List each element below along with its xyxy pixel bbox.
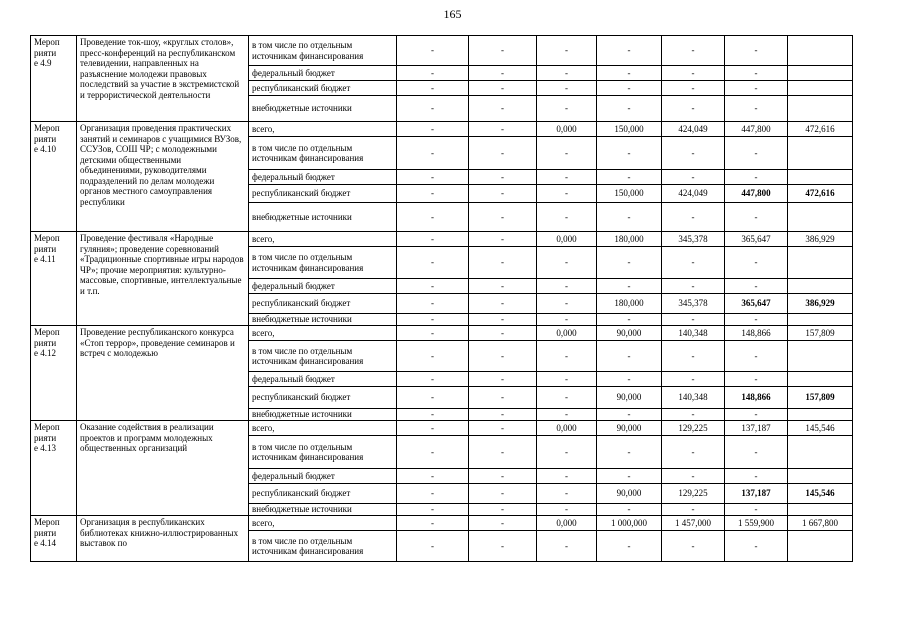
funding-source: всего, xyxy=(249,122,397,137)
funding-source: федеральный бюджет xyxy=(249,469,397,484)
value-cell: - xyxy=(597,170,662,185)
funding-source: в том числе по отдельным источникам финансирования xyxy=(249,36,397,66)
value-cell xyxy=(788,314,853,326)
value-cell xyxy=(788,531,853,562)
value-cell xyxy=(788,81,853,96)
value-cell: - xyxy=(397,170,469,185)
value-cell: - xyxy=(662,170,725,185)
value-cell: - xyxy=(597,341,662,372)
measure-code: Мероп рияти е 4.11 xyxy=(31,232,77,326)
value-cell: 157,809 xyxy=(788,387,853,409)
value-cell: 129,225 xyxy=(662,421,725,436)
page-number: 165 xyxy=(443,7,462,21)
value-cell: 0,000 xyxy=(537,516,597,531)
value-cell: 90,000 xyxy=(597,484,662,504)
value-cell: - xyxy=(662,36,725,66)
table-row xyxy=(31,326,853,341)
measure-description: Проведение ток-шоу, «круглых столов», пресс-конференций на республиканском телевидении, направленных на разъяснение молодежи правовых последствий за участие в экстремистской и террористической деятельности xyxy=(77,36,249,122)
budget-table xyxy=(30,35,853,562)
value-cell: - xyxy=(397,137,469,170)
value-cell: - xyxy=(537,247,597,279)
value-cell: - xyxy=(397,294,469,314)
value-cell: - xyxy=(397,387,469,409)
funding-source: в том числе по отдельным источникам финансирования xyxy=(249,247,397,279)
value-cell xyxy=(788,469,853,484)
value-cell: - xyxy=(662,96,725,122)
value-cell: 447,800 xyxy=(725,185,788,203)
value-cell: - xyxy=(469,170,537,185)
value-cell: - xyxy=(469,137,537,170)
value-cell: 1 667,800 xyxy=(788,516,853,531)
value-cell: - xyxy=(725,531,788,562)
value-cell: - xyxy=(469,421,537,436)
value-cell: - xyxy=(537,484,597,504)
value-cell: - xyxy=(662,137,725,170)
value-cell: - xyxy=(469,516,537,531)
measure-code: Мероп рияти е 4.9 xyxy=(31,36,77,122)
funding-source: республиканский бюджет xyxy=(249,387,397,409)
value-cell: - xyxy=(397,36,469,66)
value-cell: - xyxy=(725,314,788,326)
value-cell: - xyxy=(537,81,597,96)
measure-code: Мероп рияти е 4.10 xyxy=(31,122,77,232)
value-cell: - xyxy=(397,409,469,421)
value-cell: - xyxy=(725,247,788,279)
value-cell: - xyxy=(469,185,537,203)
table-body xyxy=(31,36,853,562)
funding-source: в том числе по отдельным источникам финансирования xyxy=(249,531,397,562)
value-cell: - xyxy=(537,137,597,170)
value-cell xyxy=(788,170,853,185)
value-cell: 1 000,000 xyxy=(597,516,662,531)
value-cell: - xyxy=(597,36,662,66)
value-cell: 150,000 xyxy=(597,185,662,203)
value-cell: 1 457,000 xyxy=(662,516,725,531)
table-row xyxy=(31,122,853,137)
value-cell xyxy=(788,137,853,170)
value-cell: - xyxy=(725,409,788,421)
value-cell: - xyxy=(397,279,469,294)
value-cell: - xyxy=(597,436,662,469)
measure-description: Оказание содействия в реализации проектов и программ молодежных общественных организаций xyxy=(77,421,249,516)
value-cell: - xyxy=(469,96,537,122)
value-cell: - xyxy=(537,170,597,185)
value-cell: - xyxy=(469,66,537,81)
value-cell: - xyxy=(397,81,469,96)
value-cell: - xyxy=(469,294,537,314)
value-cell: 0,000 xyxy=(537,232,597,247)
value-cell: - xyxy=(725,203,788,232)
value-cell: - xyxy=(469,469,537,484)
value-cell: 386,929 xyxy=(788,294,853,314)
value-cell: 145,546 xyxy=(788,421,853,436)
value-cell: 140,348 xyxy=(662,326,725,341)
value-cell: - xyxy=(469,387,537,409)
measure-description: Организация проведения практических занятий и семинаров с учащимися ВУЗов, ССУЗов, СОШ ЧР; с молодежными детскими общественными объединениями, руководителями подразделений по делам молодежи органов местного самоуправления республики xyxy=(77,122,249,232)
measure-code: Мероп рияти е 4.14 xyxy=(31,516,77,562)
value-cell: 345,378 xyxy=(662,232,725,247)
value-cell: - xyxy=(397,122,469,137)
value-cell: 157,809 xyxy=(788,326,853,341)
value-cell xyxy=(788,504,853,516)
value-cell: - xyxy=(597,314,662,326)
value-cell: - xyxy=(662,531,725,562)
value-cell xyxy=(788,247,853,279)
value-cell: - xyxy=(662,409,725,421)
value-cell xyxy=(788,341,853,372)
funding-source: всего, xyxy=(249,232,397,247)
value-cell: - xyxy=(469,36,537,66)
funding-source: всего, xyxy=(249,516,397,531)
value-cell xyxy=(788,203,853,232)
value-cell: - xyxy=(537,387,597,409)
funding-source: федеральный бюджет xyxy=(249,372,397,387)
value-cell: - xyxy=(397,314,469,326)
value-cell: - xyxy=(397,247,469,279)
value-cell: 145,546 xyxy=(788,484,853,504)
funding-source: федеральный бюджет xyxy=(249,279,397,294)
value-cell: - xyxy=(537,531,597,562)
value-cell: - xyxy=(469,203,537,232)
value-cell: - xyxy=(537,96,597,122)
value-cell: - xyxy=(597,531,662,562)
value-cell: - xyxy=(597,203,662,232)
funding-source: республиканский бюджет xyxy=(249,484,397,504)
value-cell: - xyxy=(662,81,725,96)
value-cell: - xyxy=(397,469,469,484)
value-cell: - xyxy=(397,504,469,516)
value-cell: - xyxy=(725,170,788,185)
value-cell: - xyxy=(537,36,597,66)
value-cell: - xyxy=(537,279,597,294)
value-cell xyxy=(788,36,853,66)
value-cell xyxy=(788,436,853,469)
funding-source: внебюджетные источники xyxy=(249,96,397,122)
value-cell: - xyxy=(597,137,662,170)
table-row xyxy=(31,36,853,66)
funding-source: республиканский бюджет xyxy=(249,81,397,96)
funding-source: внебюджетные источники xyxy=(249,203,397,232)
funding-source: всего, xyxy=(249,421,397,436)
value-cell xyxy=(788,96,853,122)
value-cell: 424,049 xyxy=(662,185,725,203)
value-cell: - xyxy=(397,341,469,372)
value-cell: - xyxy=(397,326,469,341)
funding-source: в том числе по отдельным источникам финансирования xyxy=(249,436,397,469)
value-cell: - xyxy=(397,96,469,122)
value-cell: - xyxy=(597,372,662,387)
table-row xyxy=(31,421,853,436)
value-cell: - xyxy=(397,531,469,562)
value-cell: - xyxy=(725,81,788,96)
value-cell xyxy=(788,66,853,81)
funding-source: в том числе по отдельным источникам финансирования xyxy=(249,137,397,170)
value-cell: - xyxy=(725,504,788,516)
value-cell: - xyxy=(397,436,469,469)
value-cell: - xyxy=(537,372,597,387)
measure-code: Мероп рияти е 4.12 xyxy=(31,326,77,421)
value-cell: - xyxy=(537,341,597,372)
funding-source: федеральный бюджет xyxy=(249,170,397,185)
value-cell: - xyxy=(597,247,662,279)
value-cell: - xyxy=(469,232,537,247)
value-cell: - xyxy=(725,66,788,81)
value-cell: 0,000 xyxy=(537,326,597,341)
funding-source: внебюджетные источники xyxy=(249,504,397,516)
value-cell: - xyxy=(597,279,662,294)
funding-source: республиканский бюджет xyxy=(249,185,397,203)
funding-source: внебюджетные источники xyxy=(249,314,397,326)
value-cell: - xyxy=(397,185,469,203)
value-cell: - xyxy=(662,436,725,469)
measure-code: Мероп рияти е 4.13 xyxy=(31,421,77,516)
value-cell xyxy=(788,409,853,421)
measure-description: Организация в республиканских библиотеках книжно-иллюстрированных выставок по xyxy=(77,516,249,562)
value-cell: - xyxy=(397,203,469,232)
value-cell: - xyxy=(662,203,725,232)
value-cell: - xyxy=(537,185,597,203)
value-cell: - xyxy=(469,531,537,562)
value-cell: - xyxy=(597,469,662,484)
value-cell: 386,929 xyxy=(788,232,853,247)
value-cell: - xyxy=(469,436,537,469)
value-cell: 472,616 xyxy=(788,122,853,137)
value-cell: 129,225 xyxy=(662,484,725,504)
value-cell: - xyxy=(537,504,597,516)
value-cell: - xyxy=(725,469,788,484)
value-cell: 148,866 xyxy=(725,326,788,341)
value-cell: - xyxy=(537,409,597,421)
value-cell: - xyxy=(397,516,469,531)
value-cell: - xyxy=(597,96,662,122)
value-cell: 90,000 xyxy=(597,326,662,341)
value-cell: - xyxy=(469,314,537,326)
value-cell: - xyxy=(469,326,537,341)
value-cell: - xyxy=(662,469,725,484)
value-cell: 137,187 xyxy=(725,421,788,436)
value-cell: 148,866 xyxy=(725,387,788,409)
value-cell: - xyxy=(537,294,597,314)
value-cell: - xyxy=(725,341,788,372)
value-cell: - xyxy=(662,279,725,294)
funding-source: федеральный бюджет xyxy=(249,66,397,81)
table-row xyxy=(31,232,853,247)
value-cell: - xyxy=(725,137,788,170)
value-cell: 90,000 xyxy=(597,387,662,409)
value-cell: 345,378 xyxy=(662,294,725,314)
value-cell: - xyxy=(469,247,537,279)
measure-description: Проведение республиканского конкурса «Стоп террор», проведение семинаров и встреч с молодежью xyxy=(77,326,249,421)
value-cell: 447,800 xyxy=(725,122,788,137)
value-cell: - xyxy=(537,436,597,469)
value-cell: - xyxy=(469,484,537,504)
value-cell: - xyxy=(469,81,537,96)
value-cell: 365,647 xyxy=(725,232,788,247)
value-cell: 1 559,900 xyxy=(725,516,788,531)
funding-source: республиканский бюджет xyxy=(249,294,397,314)
value-cell xyxy=(788,279,853,294)
value-cell: - xyxy=(597,504,662,516)
value-cell: - xyxy=(597,409,662,421)
value-cell: - xyxy=(469,372,537,387)
value-cell: 365,647 xyxy=(725,294,788,314)
funding-source: в том числе по отдельным источникам финансирования xyxy=(249,341,397,372)
value-cell: - xyxy=(469,279,537,294)
value-cell: - xyxy=(537,66,597,81)
value-cell xyxy=(788,372,853,387)
value-cell: - xyxy=(397,232,469,247)
value-cell: - xyxy=(397,372,469,387)
value-cell: - xyxy=(662,314,725,326)
value-cell: - xyxy=(469,341,537,372)
value-cell: - xyxy=(725,96,788,122)
value-cell: - xyxy=(397,421,469,436)
value-cell: - xyxy=(397,66,469,81)
value-cell: 140,348 xyxy=(662,387,725,409)
value-cell: - xyxy=(469,409,537,421)
value-cell: 150,000 xyxy=(597,122,662,137)
value-cell: 472,616 xyxy=(788,185,853,203)
funding-source: внебюджетные источники xyxy=(249,409,397,421)
value-cell: - xyxy=(662,66,725,81)
value-cell: 180,000 xyxy=(597,232,662,247)
value-cell: - xyxy=(662,341,725,372)
value-cell: - xyxy=(662,247,725,279)
value-cell: - xyxy=(725,436,788,469)
value-cell: 424,049 xyxy=(662,122,725,137)
value-cell: - xyxy=(662,372,725,387)
value-cell: - xyxy=(725,36,788,66)
value-cell: - xyxy=(725,279,788,294)
value-cell: - xyxy=(597,66,662,81)
value-cell: 0,000 xyxy=(537,122,597,137)
value-cell: - xyxy=(397,484,469,504)
value-cell: - xyxy=(537,314,597,326)
value-cell: - xyxy=(662,504,725,516)
value-cell: - xyxy=(469,504,537,516)
value-cell: - xyxy=(537,469,597,484)
value-cell: - xyxy=(597,81,662,96)
value-cell: 0,000 xyxy=(537,421,597,436)
value-cell: 137,187 xyxy=(725,484,788,504)
value-cell: - xyxy=(725,372,788,387)
table-row xyxy=(31,516,853,531)
measure-description: Проведение фестиваля «Народные гуляния»; проведение соревнований «Традиционные спортивные игры народов ЧР»; прочие мероприятия: культурно-массовые, спортивные, интеллектуальные и т.п. xyxy=(77,232,249,326)
funding-source: всего, xyxy=(249,326,397,341)
value-cell: 180,000 xyxy=(597,294,662,314)
value-cell: - xyxy=(469,122,537,137)
value-cell: - xyxy=(537,203,597,232)
value-cell: 90,000 xyxy=(597,421,662,436)
